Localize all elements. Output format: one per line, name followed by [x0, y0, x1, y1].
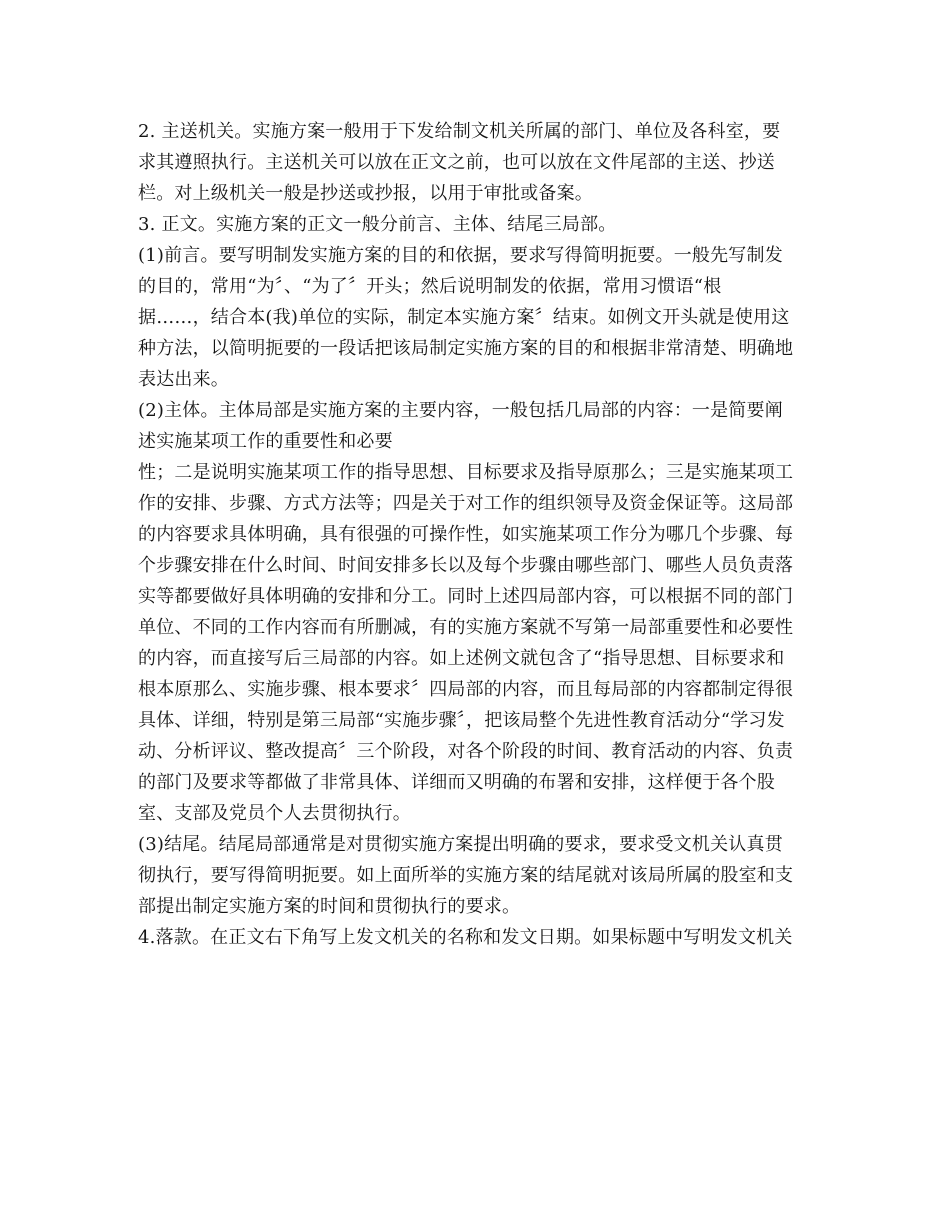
text-line: 动、分析评议、整改提高〞三个阶段，对各个阶段的时间、教育活动的内容、负责	[138, 741, 794, 762]
text-line: 个步骤安排在什么时间、时间安排多长以及每个步骤由哪些部门、哪些人员负责落	[138, 555, 794, 576]
paragraph-preface	[138, 240, 818, 395]
text-line: (3)结尾。结尾局部通常是对贯彻实施方案提出明确的要求，要求受文机关认真贯	[138, 834, 783, 855]
text-line: 性；二是说明实施某项工作的指导思想、目标要求及指导原那么；三是实施某项工	[138, 462, 794, 483]
text-line: 具体、详细，特别是第三局部“实施步骤〞，把该局整个先进性教育活动分“学习发	[138, 710, 785, 731]
text-line: 的部门及要求等都做了非常具体、详细而又明确的布署和安排，这样便于各个股	[138, 772, 775, 793]
text-line: 求其遵照执行。主送机关可以放在正文之前，也可以放在文件尾部的主送、抄送	[138, 152, 775, 173]
paragraph-ending	[138, 829, 818, 922]
text-line: 2. 主送机关。实施方案一般用于下发给制文机关所属的部门、单位及各科室，要	[138, 121, 781, 142]
text-line: 栏。对上级机关一般是抄送或抄报，以用于审批或备案。	[138, 183, 593, 204]
text-line: 种方法，以简明扼要的一段话把该局制定实施方案的目的和根据非常清楚、明确地	[138, 338, 794, 359]
paragraph-body-text-intro	[138, 209, 818, 240]
text-line: 据……，结合本(我)单位的实际，制定本实施方案〞结束。如例文开头就是使用这	[138, 307, 790, 328]
paragraph-main-body	[138, 395, 818, 829]
text-line: 述实施某项工作的重要性和必要	[138, 431, 393, 452]
text-line: 4.落款。在正文右下角写上发文机关的名称和发文日期。如果标题中写明发文机关	[138, 927, 793, 948]
text-line: 彻执行，要写得简明扼要。如上面所举的实施方案的结尾就对该局所属的股室和支	[138, 865, 794, 886]
text-line: 的内容，而直接写后三局部的内容。如上述例文就包含了“指导思想、目标要求和	[138, 648, 785, 669]
text-line: 实等都要做好具体明确的安排和分工。同时上述四局部内容，可以根据不同的部门	[138, 586, 794, 607]
text-line: 作的安排、步骤、方式方法等；四是关于对工作的组织领导及资金保证等。这局部	[138, 493, 794, 514]
text-line: 单位、不同的工作内容而有所删减，有的实施方案就不写第一局部重要性和必要性	[138, 617, 794, 638]
text-line: 的目的，常用“为〞、“为了〞开头；然后说明制发的依据，常用习惯语“根	[138, 276, 722, 297]
text-line: 的内容要求具体明确，具有很强的可操作性，如实施某项工作分为哪几个步骤、每	[138, 524, 794, 545]
text-line: 表达出来。	[138, 369, 229, 390]
paragraph-main-recipient	[138, 116, 818, 209]
text-line: (1)前言。要写明制发实施方案的目的和依据，要求写得简明扼要。一般先写制发	[138, 245, 783, 266]
paragraph-signature	[138, 922, 818, 953]
document-body	[138, 116, 818, 953]
text-line: 3. 正文。实施方案的正文一般分前言、主体、结尾三局部。	[138, 214, 617, 235]
text-line: 部提出制定实施方案的时间和贯彻执行的要求。	[138, 896, 521, 917]
text-line: (2)主体。主体局部是实施方案的主要内容，一般包括几局部的内容：一是简要阐	[138, 400, 783, 421]
text-line: 室、支部及党员个人去贯彻执行。	[138, 803, 411, 824]
text-line: 根本原那么、实施步骤、根本要求〞四局部的内容，而且每局部的内容都制定得很	[138, 679, 794, 700]
